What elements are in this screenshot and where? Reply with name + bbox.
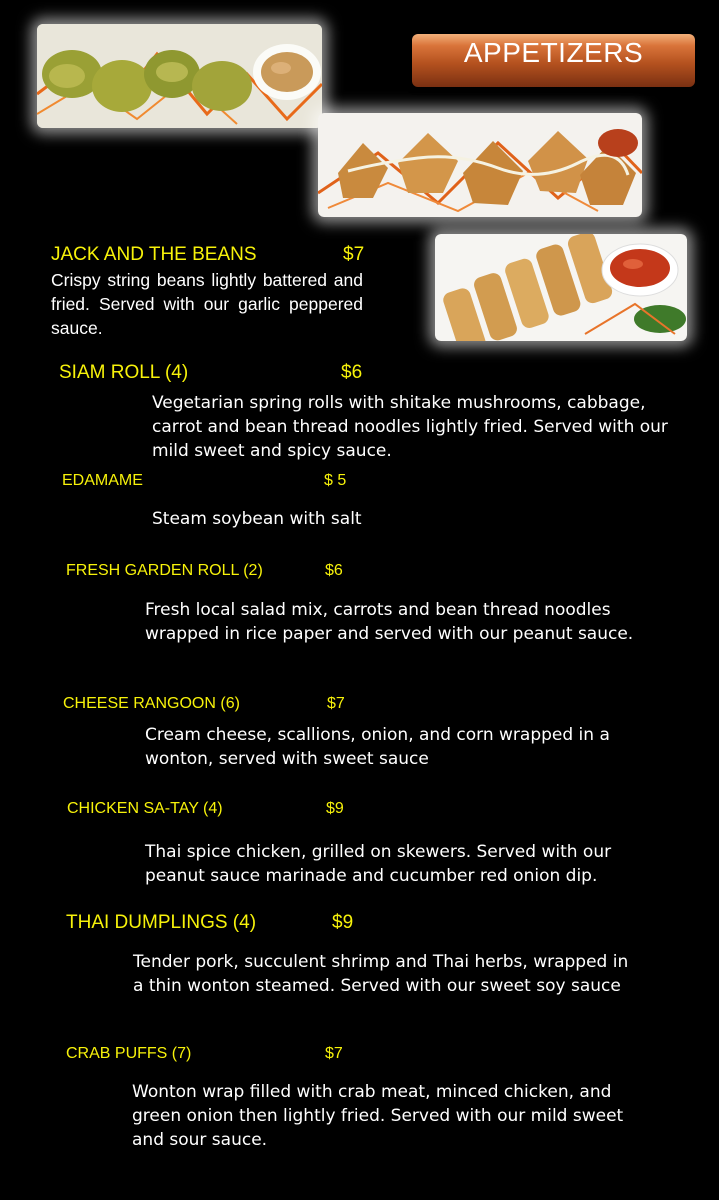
item-name: SIAM ROLL (4) (59, 362, 189, 383)
siam-roll-photo (435, 234, 687, 341)
item-price: $6 (325, 562, 343, 579)
item-name: CRAB PUFFS (7) (66, 1045, 192, 1062)
item-description: Tender pork, succulent shrimp and Thai herbs, wrapped in a thin wonton steamed. Served with our sweet soy sauce (133, 952, 629, 996)
cheese-rangoon-photo (318, 113, 642, 217)
item-description: Fresh local salad mix, carrots and bean thread noodles wrapped in rice paper and served with our peanut sauce. (145, 600, 634, 644)
item-price: $7 (327, 695, 345, 712)
item-name: FRESH GARDEN ROLL (2) (66, 562, 263, 579)
item-name: EDAMAME (62, 472, 143, 489)
item-name: THAI DUMPLINGS (4) (66, 912, 257, 933)
item-price: $6 (341, 362, 363, 383)
chicken-satay-photo (37, 24, 322, 128)
item-description: Cream cheese, scallions, onion, and corn wrapped in a wonton, served with sweet sauce (145, 725, 610, 769)
appetizers-banner (412, 34, 695, 87)
item-price: $ 5 (324, 472, 347, 489)
item-price: $7 (343, 244, 365, 265)
item-name: CHEESE RANGOON (6) (63, 695, 240, 712)
item-description: Steam soybean with salt (152, 509, 362, 529)
item-description: Vegetarian spring rolls with shitake mushrooms, cabbage, carrot and bean thread noodles lightly fried. Served with our mild sweet and spicy sauce. (152, 393, 668, 461)
item-description: Wonton wrap filled with crab meat, minced chicken, and green onion then lightly fried. Served with our mild sweet and sour sauce. (132, 1082, 624, 1150)
item-description: Thai spice chicken, grilled on skewers. Served with our peanut sauce marinade and cucumber red onion dip. (145, 842, 612, 886)
item-description: Crispy string beans lightly battered and fried. Served with our garlic peppered sauce. (51, 270, 363, 338)
item-price: $9 (326, 800, 344, 817)
item-price: $9 (332, 912, 354, 933)
page-title: APPETIZERS (463, 37, 644, 68)
item-name: JACK AND THE BEANS (51, 244, 257, 265)
item-price: $7 (325, 1045, 343, 1062)
item-name: CHICKEN SA-TAY (4) (67, 800, 223, 817)
